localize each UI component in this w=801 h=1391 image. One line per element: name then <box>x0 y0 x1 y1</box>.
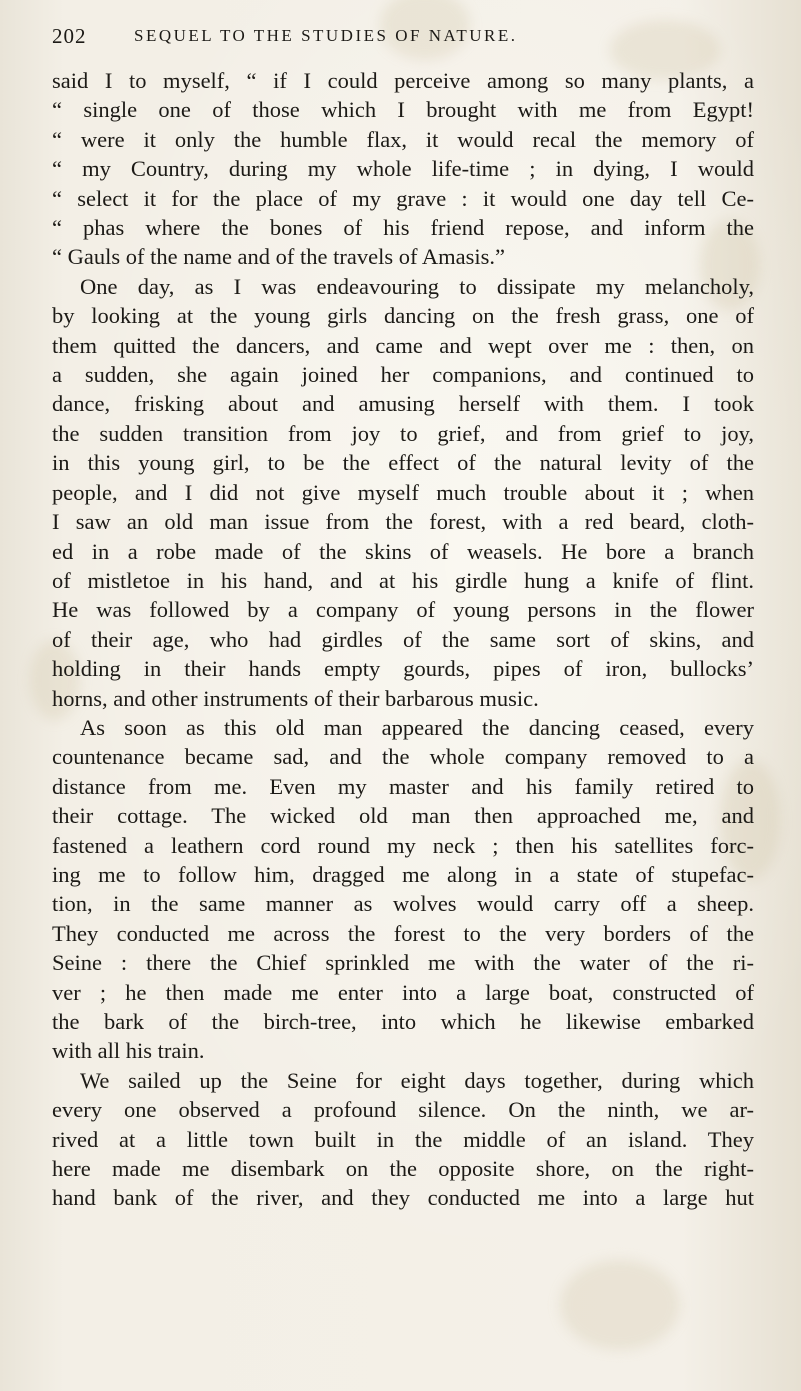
text-line: “ phas where the bones of his friend repose, and inform the <box>52 215 754 241</box>
text-line: distance from me. Even my master and his family retired to <box>52 773 754 799</box>
text-line: their cottage. The wicked old man then approached me, and <box>52 803 754 829</box>
text-line: “ Gauls of the name and of the travels of Amasis.” <box>52 244 505 270</box>
text-line: Seine : there the Chief sprinkled me with the water of the ri- <box>52 950 754 976</box>
text-line: As soon as this old man appeared the dancing ceased, every <box>80 714 754 740</box>
text-line: “ my Country, during my whole life-time ; in dying, I would <box>52 156 754 182</box>
text-line: tion, in the same manner as wolves would carry off a sheep. <box>52 891 754 917</box>
text-line: One day, as I was endeavouring to dissipate my melancholy, <box>80 273 754 299</box>
text-line: We sailed up the Seine for eight days together, during which <box>80 1067 754 1093</box>
text-line: holding in their hands empty gourds, pipes of iron, bullocks’ <box>52 656 754 682</box>
text-line: dance, frisking about and amusing herself with them. I took <box>52 391 754 417</box>
text-line: ed in a robe made of the skins of weasels. He bore a branch <box>52 538 754 564</box>
body-text <box>52 66 754 1213</box>
text-line: of their age, who had girdles of the same sort of skins, and <box>52 626 754 652</box>
text-line: hand bank of the river, and they conducted me into a large hut <box>52 1185 754 1211</box>
text-line: a sudden, she again joined her companions, and continued to <box>52 362 754 388</box>
page-stain <box>560 1260 680 1350</box>
text-line: ver ; he then made me enter into a large boat, constructed of <box>52 979 754 1005</box>
text-line: in this young girl, to be the effect of the natural levity of the <box>52 450 754 476</box>
text-line: I saw an old man issue from the forest, with a red beard, cloth- <box>52 509 754 535</box>
text-line: said I to myself, “ if I could perceive among so many plants, a <box>52 68 754 93</box>
running-head: SEQUEL TO THE STUDIES OF NATURE. <box>134 26 518 45</box>
text-line: “ were it only the humble flax, it would recal the memory of <box>52 126 754 152</box>
text-line: ing me to follow him, dragged me along in a state of stupefac- <box>52 861 754 887</box>
text-line: They conducted me across the forest to the very borders of the <box>52 920 754 946</box>
text-line: of mistletoe in his hand, and at his girdle hung a knife of flint. <box>52 567 754 593</box>
text-line: every one observed a profound silence. On the ninth, we ar- <box>52 1097 754 1123</box>
text-line: the bark of the birch-tree, into which he likewise embarked <box>52 1009 754 1034</box>
text-line: with all his train. <box>52 1038 205 1064</box>
text-line: the sudden transition from joy to grief, and from grief to joy, <box>52 420 754 446</box>
text-line: horns, and other instruments of their barbarous music. <box>52 685 539 711</box>
text-line: fastened a leathern cord round my neck ; then his satellites forc- <box>52 832 754 858</box>
text-line: “ single one of those which I brought with me from Egypt! <box>52 97 754 123</box>
text-line: “ select it for the place of my grave : it would one day tell Ce- <box>52 185 754 211</box>
text-line: people, and I did not give myself much trouble about it ; when <box>52 479 754 505</box>
page-number: 202 <box>52 23 87 48</box>
text-line: here made me disembark on the opposite shore, on the right- <box>52 1156 754 1182</box>
text-line: rived at a little town built in the middle of an island. They <box>52 1126 754 1152</box>
text-line: countenance became sad, and the whole company removed to a <box>52 744 754 770</box>
text-line: them quitted the dancers, and came and wept over me : then, on <box>52 332 754 358</box>
page-header <box>52 16 752 56</box>
text-line: He was followed by a company of young persons in the flower <box>52 597 754 623</box>
text-line: by looking at the young girls dancing on the fresh grass, one of <box>52 303 754 329</box>
